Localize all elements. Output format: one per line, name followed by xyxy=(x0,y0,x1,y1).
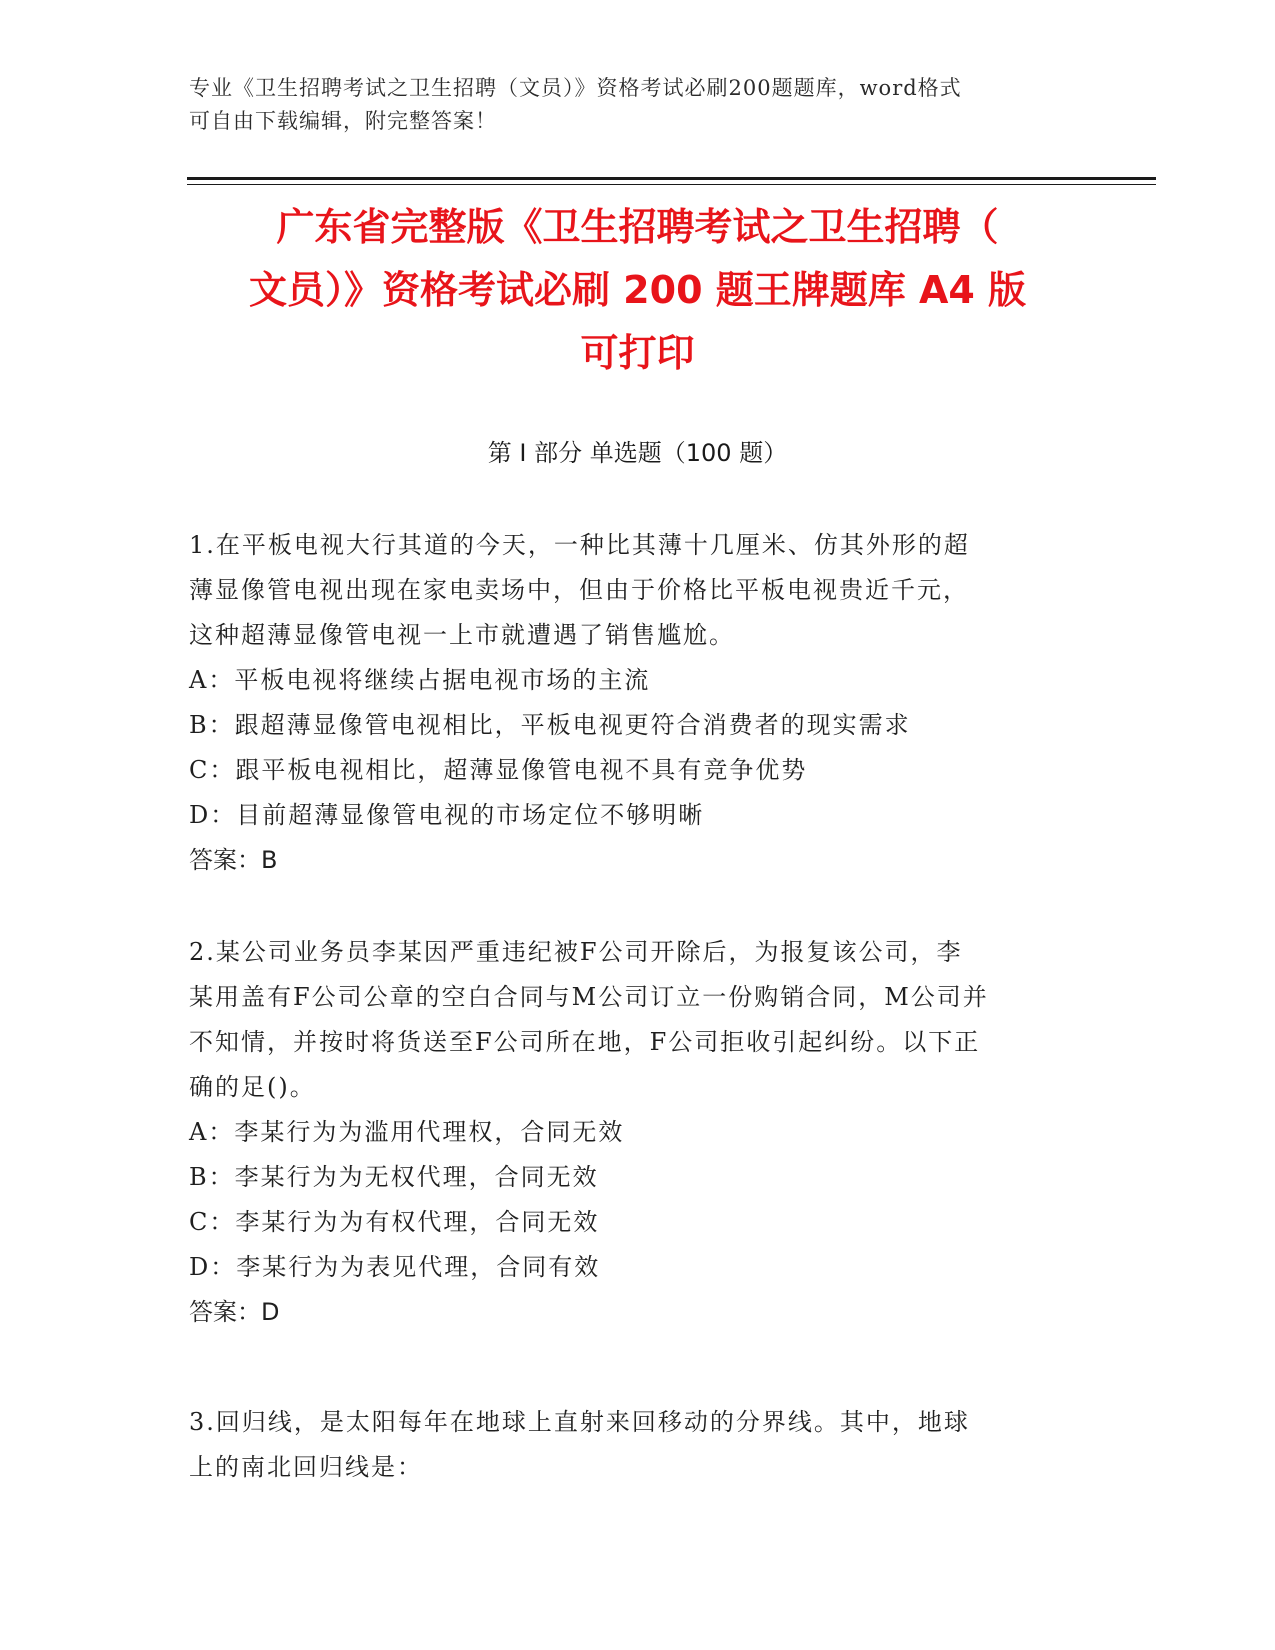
answer: 答案：B xyxy=(189,846,278,874)
question-2 xyxy=(189,930,1089,1335)
option-a: A：李某行为为滥用代理权，合同无效 xyxy=(189,1118,625,1146)
question-stem-line: 1.在平板电视大行其道的今天，一种比其薄十几厘米、仿其外形的超 xyxy=(189,531,970,559)
option-b: B：李某行为为无权代理，合同无效 xyxy=(189,1163,599,1191)
question-stem-line: 3.回归线，是太阳每年在地球上直射来回移动的分界线。其中，地球 xyxy=(189,1408,970,1436)
question-1 xyxy=(189,523,1089,883)
title-line-3: 可打印 xyxy=(580,331,695,375)
header-divider-thin xyxy=(187,184,1156,185)
document-title xyxy=(170,196,1105,385)
question-stem-line: 确的足()。 xyxy=(189,1073,316,1101)
question-stem-line: 上的南北回归线是： xyxy=(189,1453,423,1481)
question-stem-line: 这种超薄显像管电视一上市就遭遇了销售尴尬。 xyxy=(189,621,735,649)
question-stem-line: 不知情，并按时将货送至F公司所在地，F公司拒收引起纠纷。以下正 xyxy=(189,1028,981,1056)
question-stem-line: 某用盖有F公司公章的空白合同与M公司订立一份购销合同，M公司并 xyxy=(189,983,989,1011)
option-d: D：李某行为为表见代理，合同有效 xyxy=(189,1253,601,1281)
option-a: A：平板电视将继续占据电视市场的主流 xyxy=(189,666,651,694)
intro-line-2: 可自由下载编辑，附完整答案！ xyxy=(189,109,497,133)
title-line-1: 广东省完整版《卫生招聘考试之卫生招聘（ xyxy=(276,205,999,249)
question-stem-line: 2.某公司业务员李某因严重违纪被F公司开除后，为报复该公司，李 xyxy=(189,938,963,966)
section-title: 第 I 部分 单选题（100 题） xyxy=(487,439,788,467)
intro-text xyxy=(189,72,1089,138)
question-stem-line: 薄显像管电视出现在家电卖场中，但由于价格比平板电视贵近千元， xyxy=(189,576,969,604)
option-d: D：目前超薄显像管电视的市场定位不够明晰 xyxy=(189,801,705,829)
question-3 xyxy=(189,1400,1089,1490)
option-c: C：跟平板电视相比，超薄显像管电视不具有竞争优势 xyxy=(189,756,808,784)
option-c: C：李某行为为有权代理，合同无效 xyxy=(189,1208,600,1236)
option-b: B：跟超薄显像管电视相比，平板电视更符合消费者的现实需求 xyxy=(189,711,911,739)
intro-line-1: 专业《卫生招聘考试之卫生招聘（文员）》资格考试必刷200题题库，word格式 xyxy=(189,76,962,100)
title-line-2: 文员）》资格考试必刷 200 题王牌题库 A4 版 xyxy=(248,268,1027,312)
header-divider-thick xyxy=(187,177,1156,180)
answer: 答案：D xyxy=(189,1298,280,1326)
